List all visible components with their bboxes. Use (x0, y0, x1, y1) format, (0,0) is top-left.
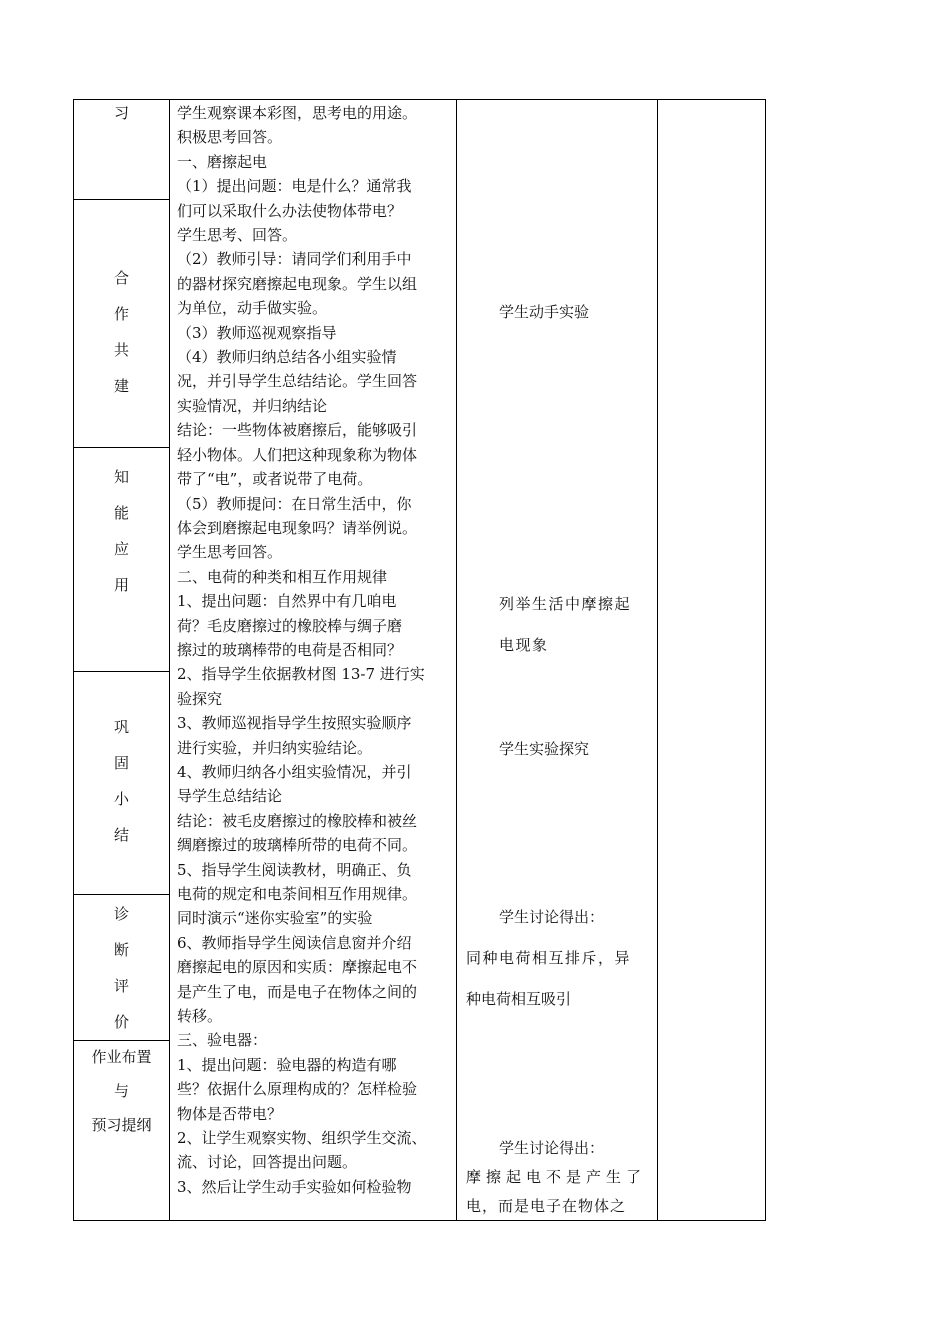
label-char: 断 (113, 941, 129, 959)
text-line: 绸磨擦过的玻璃棒所带的电荷不同。 (177, 836, 418, 855)
lesson-table (73, 99, 766, 1221)
label-char: 结 (113, 826, 129, 844)
text-line: 电现象 (499, 636, 549, 654)
label-char: 固 (113, 754, 129, 772)
text-line: 3、教师巡视指导学生按照实验顺序 (177, 714, 412, 733)
student-activity-4 (466, 897, 631, 1020)
text-line: 3、然后让学生动手实验如何检验物 (177, 1177, 412, 1196)
text-line: 电，而是电子在物体之 (466, 1197, 627, 1215)
label-hezuo-gongjian (74, 260, 169, 404)
text-line: 转移。 (177, 1007, 223, 1026)
text-line: 同种电荷相互排斥，异 (466, 949, 632, 967)
text-line: 实验情况，并归纳结论 (177, 396, 328, 415)
label-char: 价 (113, 1013, 129, 1031)
text-line: 三、验电器： (177, 1031, 268, 1050)
text-line: 学生讨论得出： (499, 1139, 605, 1157)
text-line: （4）教师归纳总结各小组实验情 (177, 348, 397, 367)
label-char: 用 (113, 576, 129, 594)
row-divider-3 (74, 671, 169, 672)
student-activity-1: 学生动手实验 (499, 303, 590, 321)
label-gonggu-xiaojie (74, 709, 169, 853)
row-divider-4 (74, 894, 169, 895)
text-line: 流、讨论，回答提出问题。 (177, 1153, 358, 1172)
text-line: 学生观察课本彩图，思考电的用途。 (177, 104, 418, 122)
text-line: 况，并引导学生总结结论。学生回答 (177, 372, 418, 391)
text-line: 2、让学生观察实物、组织学生交流、 (177, 1129, 427, 1148)
label-char: 作 (113, 305, 129, 323)
text-line: 列举生活中摩擦起 (499, 595, 632, 613)
label-char: 建 (113, 377, 129, 395)
text-line: 一、磨擦起电 (177, 152, 268, 171)
text-line: 结论：一些物体被磨擦后，能够吸引 (177, 421, 418, 440)
text-line: 擦过的玻璃棒带的电荷是否相同？ (177, 640, 403, 659)
text-line: 学生思考、回答。 (177, 226, 298, 245)
label-xi (74, 100, 169, 126)
text-line: （5）教师提问：在日常生活中，你 (177, 494, 412, 513)
text-line: 结论：被毛皮磨擦过的橡胶棒和被丝 (177, 811, 418, 830)
student-activity-5 (466, 1134, 646, 1221)
row-divider-2 (74, 447, 169, 448)
text-line: 二、电荷的种类和相互作用规律 (177, 567, 388, 586)
text-line: 5、指导学生阅读教材，明确正、负 (177, 860, 412, 879)
text-line: 是产生了电，而是电子在物体之间的 (177, 982, 418, 1001)
text-line: 体会到磨擦起电现象吗？请举例说。 (177, 518, 418, 537)
label-char: 诊 (113, 905, 129, 923)
label-char: 巩 (113, 718, 129, 736)
label-zuoye-yuxi (74, 1040, 169, 1142)
text-line: 的器材探究磨擦起电现象。学生以组 (177, 274, 418, 293)
text-line: 学生思考回答。 (177, 543, 283, 562)
student-activity-3: 学生实验探究 (499, 740, 590, 758)
label-line: 预习提纲 (91, 1116, 152, 1134)
text-line: 些？依据什么原理构成的？怎样检验 (177, 1080, 418, 1099)
column-divider-2 (456, 100, 457, 1220)
text-line: 6、教师指导学生阅读信息窗并介绍 (177, 933, 412, 952)
text-line: 导学生总结结论 (177, 787, 283, 806)
text-line: 同时演示“迷你实验室”的实验 (177, 909, 373, 928)
text-line: 摩擦起电不是产生了 (466, 1168, 647, 1186)
label-line: 作业布置 (91, 1048, 152, 1066)
text-line: 积极思考回答。 (177, 128, 283, 147)
text-line: 种电荷相互吸引 (466, 990, 572, 1008)
teacher-activity-text (177, 101, 452, 1199)
text-line: 们可以采取什么办法使物体带电？ (177, 201, 403, 220)
label-char: 合 (113, 269, 129, 287)
text-line: 带了“电”，或者说带了电荷。 (177, 470, 373, 489)
text-line: 进行实验，并归纳实验结论。 (177, 738, 373, 757)
text-line: 验探究 (177, 689, 223, 708)
text-line: 4、教师归纳各小组实验情况，并引 (177, 762, 412, 781)
label-char: 共 (113, 341, 129, 359)
text-line: 物体是否带电？ (177, 1104, 283, 1123)
text-line: 1、提出问题：自然界中有几咱电 (177, 592, 397, 611)
text-line: （2）教师引导：请同学们利用手中 (177, 250, 412, 269)
text-line: （3）教师巡视观察指导 (177, 323, 337, 342)
text-line: （1）提出问题：电是什么？通常我 (177, 177, 412, 196)
text-line: 荷？毛皮磨擦过的橡胶棒与绸子磨 (177, 616, 403, 635)
text-line: 电荷的规定和电荼间相互作用规律。 (177, 885, 418, 903)
column-divider-3 (657, 100, 658, 1220)
label-zhineng-yingyong (74, 459, 169, 603)
label-char: 评 (113, 977, 129, 995)
label-char: 应 (113, 540, 129, 558)
text-line: 1、提出问题：验电器的构造有哪 (177, 1055, 397, 1074)
label-char: 能 (113, 504, 129, 522)
label-zhenduan-pingjia (74, 896, 169, 1040)
text-line: 轻小物体。人们把这种现象称为物体 (177, 445, 418, 464)
label-xi-char: 习 (113, 104, 129, 122)
text-line: 磨擦起电的原因和实质：摩擦起电不 (177, 958, 418, 977)
text-line: 为单位，动手做实验。 (177, 299, 328, 318)
label-char: 知 (113, 468, 129, 486)
column-divider-1 (169, 100, 170, 1220)
label-line: 与 (113, 1082, 129, 1100)
label-char: 小 (113, 790, 129, 808)
text-line: 学生讨论得出： (499, 908, 605, 926)
student-activity-2 (499, 584, 631, 666)
text-line: 2、指导学生依据教材图 13-7 进行实 (177, 665, 425, 684)
row-divider-1 (74, 199, 169, 200)
